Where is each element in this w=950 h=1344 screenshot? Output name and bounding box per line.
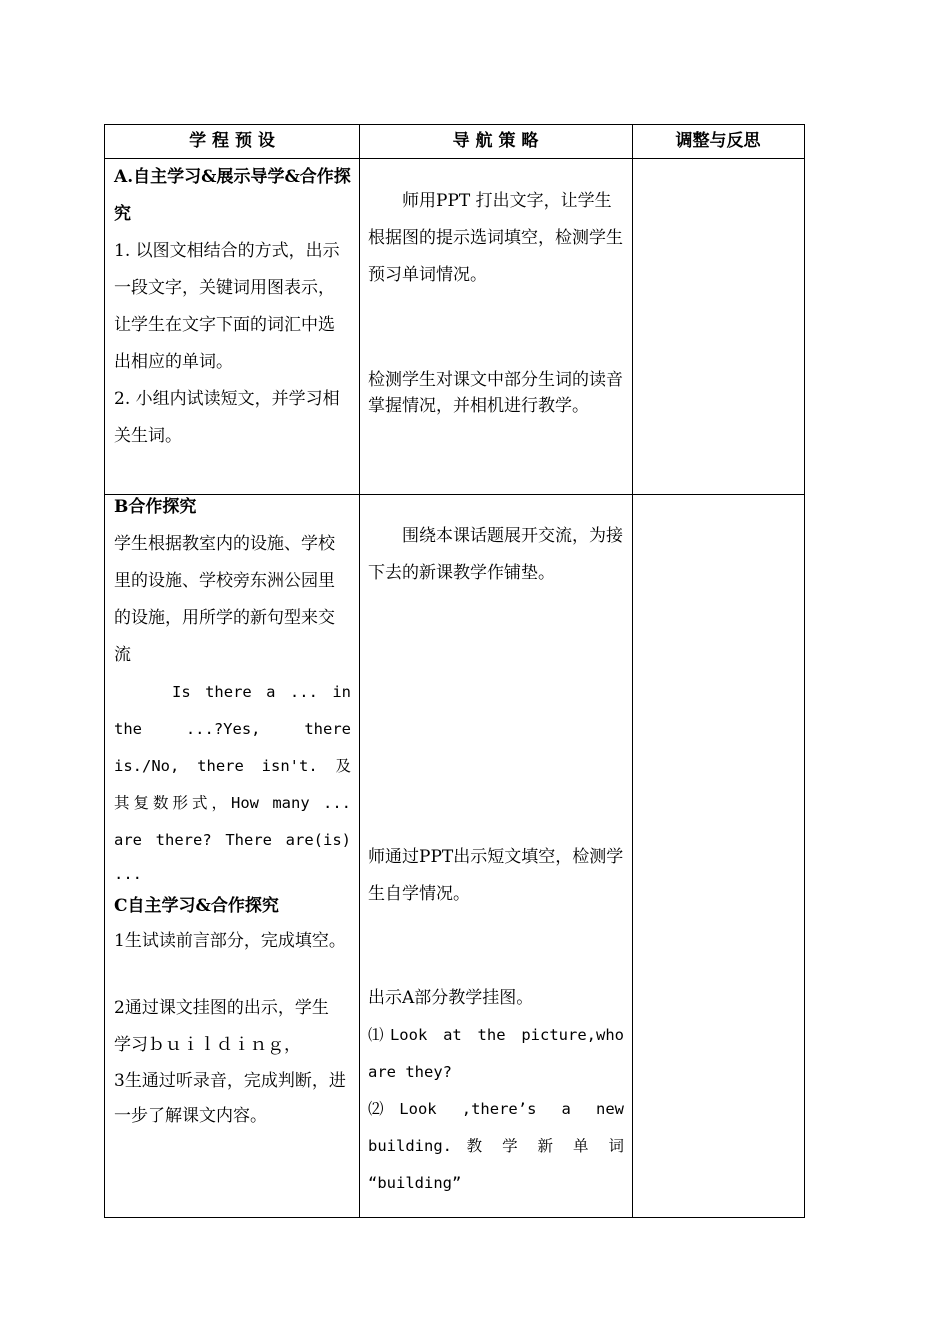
section-a-title: A.自主学习&展示导学&合作探究 [114,167,351,224]
strategy-c-text-1: 出示A部分教学挂图。 [368,988,534,1008]
section-c-title: C自主学习&合作探究 [114,896,279,916]
strategy-c-question-2a: ⑵Look ,there’s a new [368,1100,624,1118]
strategy-c-question-1b: are they? [368,1063,452,1081]
row1-middle-cell [368,183,624,294]
row1-middle-cell-2 [368,367,624,419]
section-b-line-4: 其复数形式，How many ... [114,794,351,812]
strategy-a-text-1: 师用PPT 打出文字，让学生根据图的提示选词填空，检测学生预习单词情况。 [368,191,623,285]
lesson-plan-table [104,124,805,1218]
section-a-item-2: 2. 小组内试读短文，并学习相关生词。 [114,389,340,446]
header-col-adjust-reflect: 调整与反思 [675,131,761,151]
strategy-c-question-2b: building. 教 学 新 单 词 [368,1137,624,1155]
row2-middle-cell [368,518,624,592]
section-a-item-1: 1. 以图文相结合的方式，出示一段文字，关键词用图表示，让学生在文字下面的词汇中选出相应的单词。 [114,241,340,372]
header-col-guidance-strategy: 导 航 策 略 [452,131,539,151]
row2-middle-cell-3 [368,980,624,1202]
section-b-text: 学生根据教室内的设施、学校里的设施、学校旁东洲公园里的设施，用所学的新句型来交流 [114,534,335,665]
section-b-title: B合作探究 [114,497,197,517]
section-b-line-3: is./No, there isn't. 及 [114,757,351,775]
strategy-b-text-1: 围绕本课话题展开交流，为接下去的新课教学作铺垫。 [368,526,623,583]
strategy-c-question-2c: “building” [368,1174,462,1192]
section-c-item-3: 3生通过听录音，完成判断，进一步了解课文内容。 [114,1071,346,1126]
section-b-line-5: are there? There are(is) [114,831,351,849]
row2-left-cell [114,489,351,1134]
row2-middle-cell-2 [368,839,624,913]
section-c-item-1: 1生试读前言部分，完成填空。 [114,931,346,951]
column-divider-1 [359,125,360,1217]
strategy-a-text-2: 检测学生对课文中部分生词的读音掌握情况，并相机进行教学。 [368,370,623,416]
strategy-c-question-1a: ⑴Look at the picture,who [368,1026,624,1044]
strategy-b-text-2: 师通过PPT出示短文填空，检测学生自学情况。 [368,847,624,904]
row1-left-cell [114,159,351,455]
section-c-item-2a: 2通过课文挂图的出示，学生 [114,998,329,1018]
section-b-line-6: ... [114,865,142,883]
section-b-line-1: Is there a ... in [172,683,351,701]
header-col-learning-plan: 学 程 预 设 [189,131,275,151]
section-b-line-2: the ...?Yes, there [114,720,351,738]
section-c-item-2b: 学习ｂｕｉｌｄｉｎｇ， [114,1035,301,1055]
column-divider-2 [632,125,633,1217]
